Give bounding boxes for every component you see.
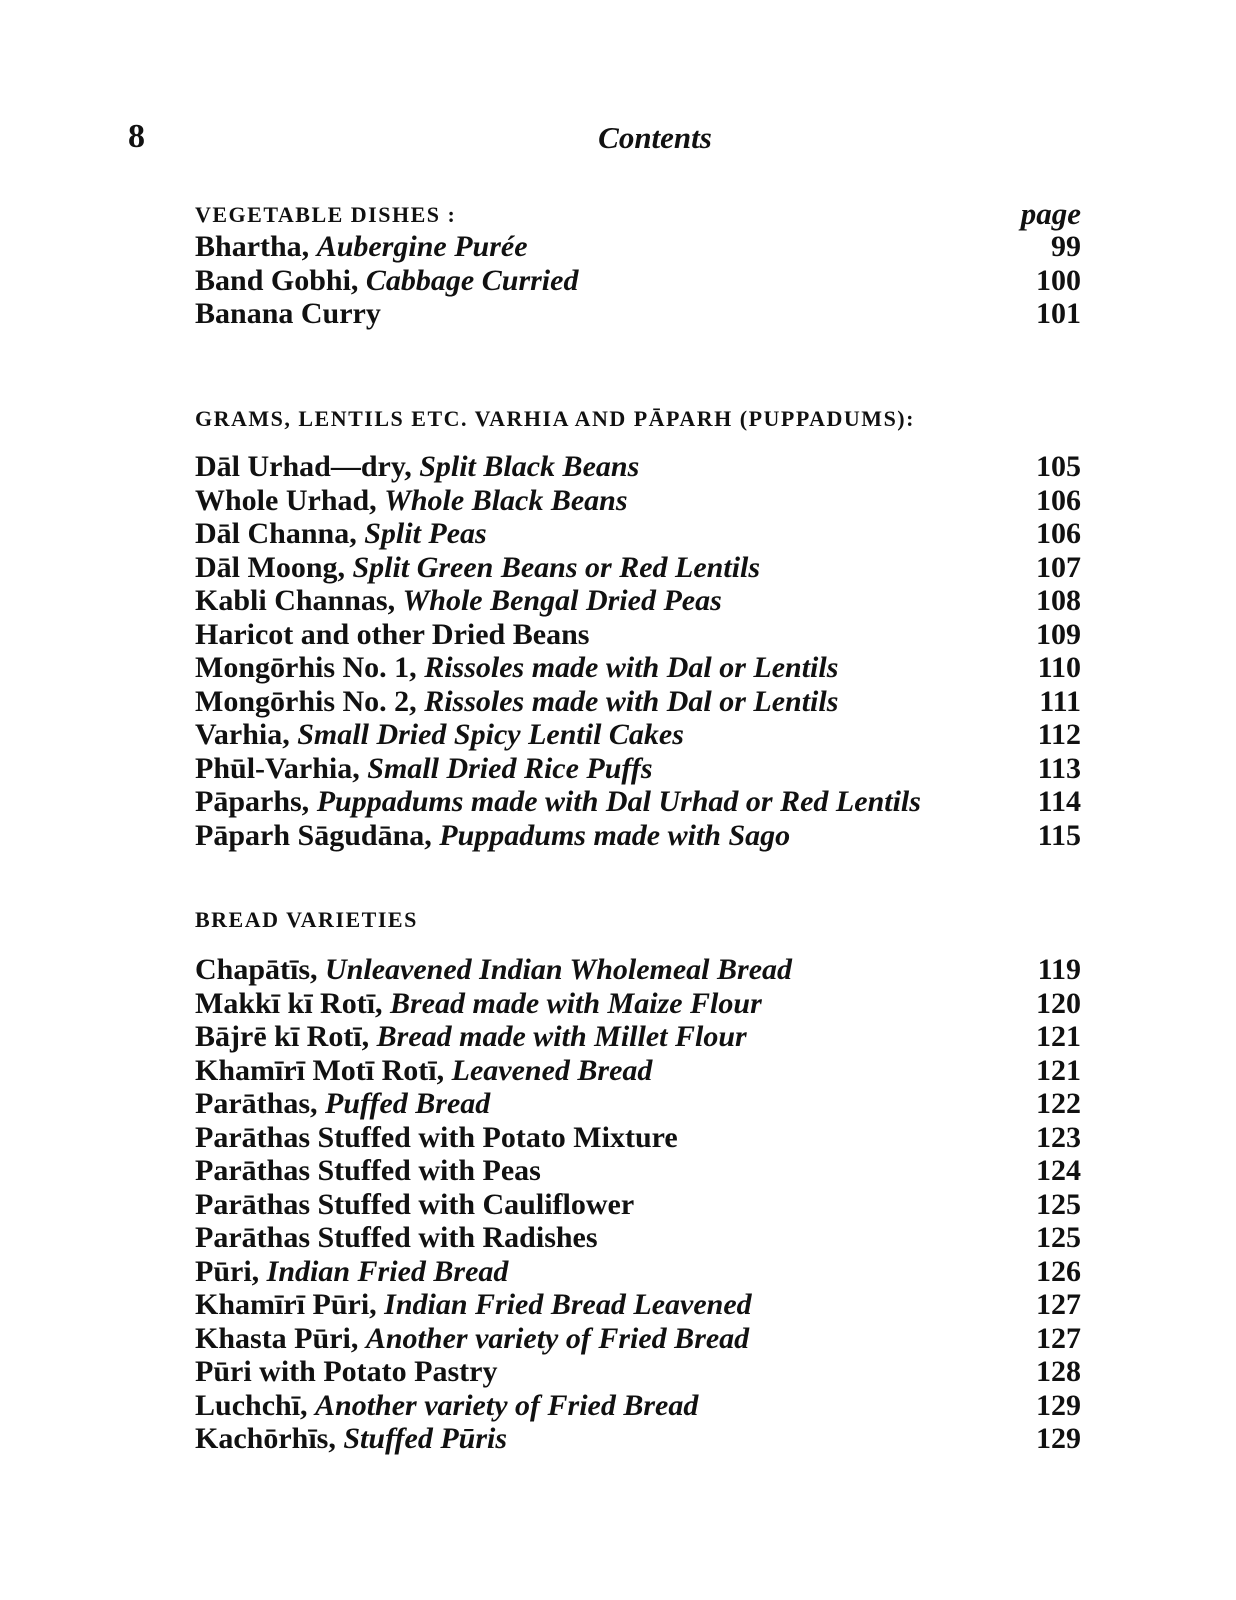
entry-page-number: 100 (1036, 263, 1081, 297)
entry-description: Rissoles made with Dal or Lentils (424, 684, 839, 718)
section-heading: BREAD VARIETIES (195, 907, 418, 932)
entry-title (195, 264, 578, 298)
contents-entry (195, 1355, 1081, 1389)
entry-list (195, 450, 1081, 852)
entry-title (195, 1422, 507, 1456)
entry-name: Parāthas Stuffed with Potato Mixture (195, 1120, 678, 1154)
entry-page-number: 120 (1036, 986, 1081, 1020)
entry-name: Pūri, (195, 1254, 267, 1288)
entry-title (195, 1389, 698, 1423)
entry-title (195, 1322, 749, 1356)
page-title: Contents (598, 120, 712, 155)
section-vegetable-dishes (195, 200, 1081, 331)
entry-page-number: 125 (1036, 1221, 1081, 1254)
entry-title (195, 1087, 490, 1121)
entry-title (195, 1355, 497, 1389)
contents-entry (195, 1188, 1081, 1222)
page-column-label: page (1020, 196, 1081, 231)
entry-title (195, 551, 760, 585)
entry-name: Kachōrhīs, (195, 1422, 344, 1455)
entry-name: Bhartha, (195, 230, 317, 263)
contents-entry (195, 685, 1081, 719)
entry-description: Puppadums made with Dal Urhad or Red Lentils (316, 785, 921, 818)
entry-page-number: 129 (1036, 1422, 1081, 1455)
entry-description: Aubergine Purée (316, 230, 528, 263)
entry-description: Another variety of Fried Bread (315, 1388, 699, 1422)
contents-entry (195, 517, 1081, 551)
contents-entry (195, 264, 1081, 298)
entry-description: Small Dried Rice Puffs (367, 751, 653, 785)
entry-description: Bread made with Millet Flour (376, 1020, 747, 1053)
contents-entry (195, 584, 1081, 618)
contents-entry (195, 718, 1081, 752)
entry-description: Small Dried Spicy Lentil Cakes (297, 718, 684, 751)
contents-entry (195, 230, 1081, 264)
entry-page-number: 99 (1051, 230, 1081, 263)
contents-entry (195, 1288, 1081, 1322)
entry-description: Rissoles made with Dal or Lentils (424, 651, 839, 684)
contents-entry (195, 1255, 1081, 1289)
entry-title (195, 785, 921, 819)
entry-name: Khamīrī Pūri, (195, 1288, 385, 1321)
entry-title (195, 953, 792, 987)
entry-title (195, 718, 684, 752)
entry-title (195, 1221, 598, 1255)
entry-name: Whole Urhad, (195, 483, 385, 517)
contents-entry (195, 450, 1081, 484)
section-grams-lentils (195, 404, 1081, 852)
contents-entry (195, 1221, 1081, 1255)
entry-title (195, 752, 653, 786)
entry-page-number: 127 (1036, 1288, 1081, 1321)
entry-name: Bājrē kī Rotī, (195, 1020, 377, 1053)
entry-page-number: 121 (1036, 1020, 1081, 1053)
entry-page-number: 123 (1036, 1120, 1081, 1154)
entry-description: Indian Fried Bread (266, 1254, 509, 1288)
entry-title (195, 1020, 747, 1054)
entry-name: Banana Curry (195, 297, 381, 330)
entry-description: Puppadums made with Sago (439, 818, 791, 852)
contents-entry (195, 953, 1081, 987)
entry-title (195, 1255, 508, 1289)
contents-entry (195, 651, 1081, 685)
entry-title (195, 230, 528, 264)
contents-entry (195, 1322, 1081, 1356)
entry-page-number: 115 (1037, 818, 1081, 852)
entry-page-number: 127 (1036, 1321, 1081, 1355)
entry-name: Khamīrī Motī Rotī, (195, 1053, 452, 1087)
entry-name: Dāl Channa, (195, 517, 365, 550)
entry-page-number: 121 (1036, 1053, 1081, 1087)
entry-title (195, 1154, 541, 1188)
entry-page-number: 108 (1036, 584, 1081, 617)
entry-name: Chapātīs, (195, 953, 326, 986)
entry-description: Split Peas (364, 517, 487, 550)
entry-page-number: 105 (1036, 450, 1081, 483)
contents-entry (195, 551, 1081, 585)
entry-name: Pūri with Potato Pastry (195, 1355, 498, 1388)
entry-name: Khasta Pūri, (195, 1321, 366, 1355)
contents-entry (195, 1422, 1081, 1456)
entry-description: Bread made with Maize Flour (390, 986, 762, 1020)
entry-name: Band Gobhi, (195, 263, 366, 297)
entry-title (195, 297, 381, 331)
contents-entry (195, 1389, 1081, 1423)
entry-name: Kabli Channas, (195, 584, 403, 617)
entry-name: Pāparh Sāgudāna, (195, 818, 440, 852)
entry-description: Whole Black Beans (384, 483, 628, 517)
entry-page-number: 101 (1036, 297, 1081, 330)
entry-page-number: 129 (1036, 1388, 1081, 1422)
section-heading: VEGETABLE DISHES : (195, 202, 457, 227)
entry-page-number: 113 (1037, 751, 1081, 785)
entry-description: Leavened Bread (451, 1053, 653, 1087)
entry-title (195, 1054, 652, 1088)
contents-entry (195, 1121, 1081, 1155)
entry-name: Luchchī, (195, 1388, 316, 1422)
contents-entry (195, 785, 1081, 819)
entry-description: Stuffed Pūris (343, 1422, 508, 1455)
contents-entry (195, 1054, 1081, 1088)
entry-name: Makkī kī Rotī, (195, 986, 391, 1020)
entry-list (195, 953, 1081, 1456)
entry-page-number: 109 (1036, 617, 1081, 651)
contents-entry (195, 752, 1081, 786)
entry-page-number: 128 (1036, 1355, 1081, 1388)
entry-name: Varhia, (195, 718, 298, 751)
entry-list (195, 230, 1081, 331)
entry-name: Pāparhs, (195, 785, 317, 818)
entry-description: Split Green Beans or Red Lentils (352, 550, 761, 584)
entry-title (195, 685, 838, 719)
section-bread-varieties (195, 905, 1081, 1456)
entry-page-number: 119 (1037, 953, 1081, 986)
contents-entry (195, 987, 1081, 1021)
entry-page-number: 112 (1037, 718, 1081, 751)
entry-page-number: 124 (1036, 1154, 1081, 1187)
entry-name: Dāl Moong, (195, 550, 353, 584)
contents-entry (195, 484, 1081, 518)
entry-description: Puffed Bread (325, 1087, 491, 1120)
entry-name: Dāl Urhad—dry, (195, 450, 420, 483)
entry-title (195, 987, 762, 1021)
entry-description: Indian Fried Bread Leavened (384, 1288, 752, 1321)
contents-entry (195, 1087, 1081, 1121)
entry-name: Phūl-Varhia, (195, 751, 368, 785)
entry-page-number: 111 (1039, 684, 1081, 718)
entry-name: Mongōrhis No. 1, (195, 651, 425, 684)
entry-page-number: 125 (1036, 1187, 1081, 1221)
entry-name: Mongōrhis No. 2, (195, 684, 425, 718)
section-heading: GRAMS, LENTILS ETC. VARHIA AND PĀPARH (PUPPADUMS): (195, 406, 915, 431)
page-number: 8 (128, 118, 145, 155)
entry-name: Parāthas, (195, 1087, 325, 1120)
entry-title (195, 517, 487, 551)
entry-page-number: 106 (1036, 483, 1081, 517)
entry-title (195, 1288, 752, 1322)
entry-title (195, 618, 589, 652)
contents-entry (195, 297, 1081, 331)
contents-entry (195, 819, 1081, 853)
entry-description: Another variety of Fried Bread (365, 1321, 750, 1355)
contents-entry (195, 618, 1081, 652)
entry-title (195, 1121, 678, 1155)
entry-title (195, 1188, 634, 1222)
entry-page-number: 106 (1036, 517, 1081, 550)
entry-name: Haricot and other Dried Beans (195, 617, 590, 651)
entry-description: Cabbage Curried (365, 263, 579, 297)
entry-title (195, 584, 722, 618)
entry-title (195, 819, 790, 853)
entry-description: Unleavened Indian Wholemeal Bread (325, 953, 793, 986)
entry-page-number: 122 (1036, 1087, 1081, 1120)
entry-name: Parāthas Stuffed with Peas (195, 1154, 541, 1187)
entry-description: Whole Bengal Dried Peas (402, 584, 722, 617)
entry-name: Parāthas Stuffed with Cauliflower (195, 1187, 635, 1221)
contents-entry (195, 1154, 1081, 1188)
entry-page-number: 126 (1036, 1254, 1081, 1288)
entry-page-number: 114 (1037, 785, 1081, 818)
entry-description: Split Black Beans (419, 450, 640, 483)
entry-page-number: 107 (1036, 550, 1081, 584)
entry-title (195, 484, 628, 518)
entry-title (195, 450, 639, 484)
entry-name: Parāthas Stuffed with Radishes (195, 1221, 598, 1254)
entry-page-number: 110 (1037, 651, 1081, 684)
contents-entry (195, 1020, 1081, 1054)
entry-title (195, 651, 838, 685)
